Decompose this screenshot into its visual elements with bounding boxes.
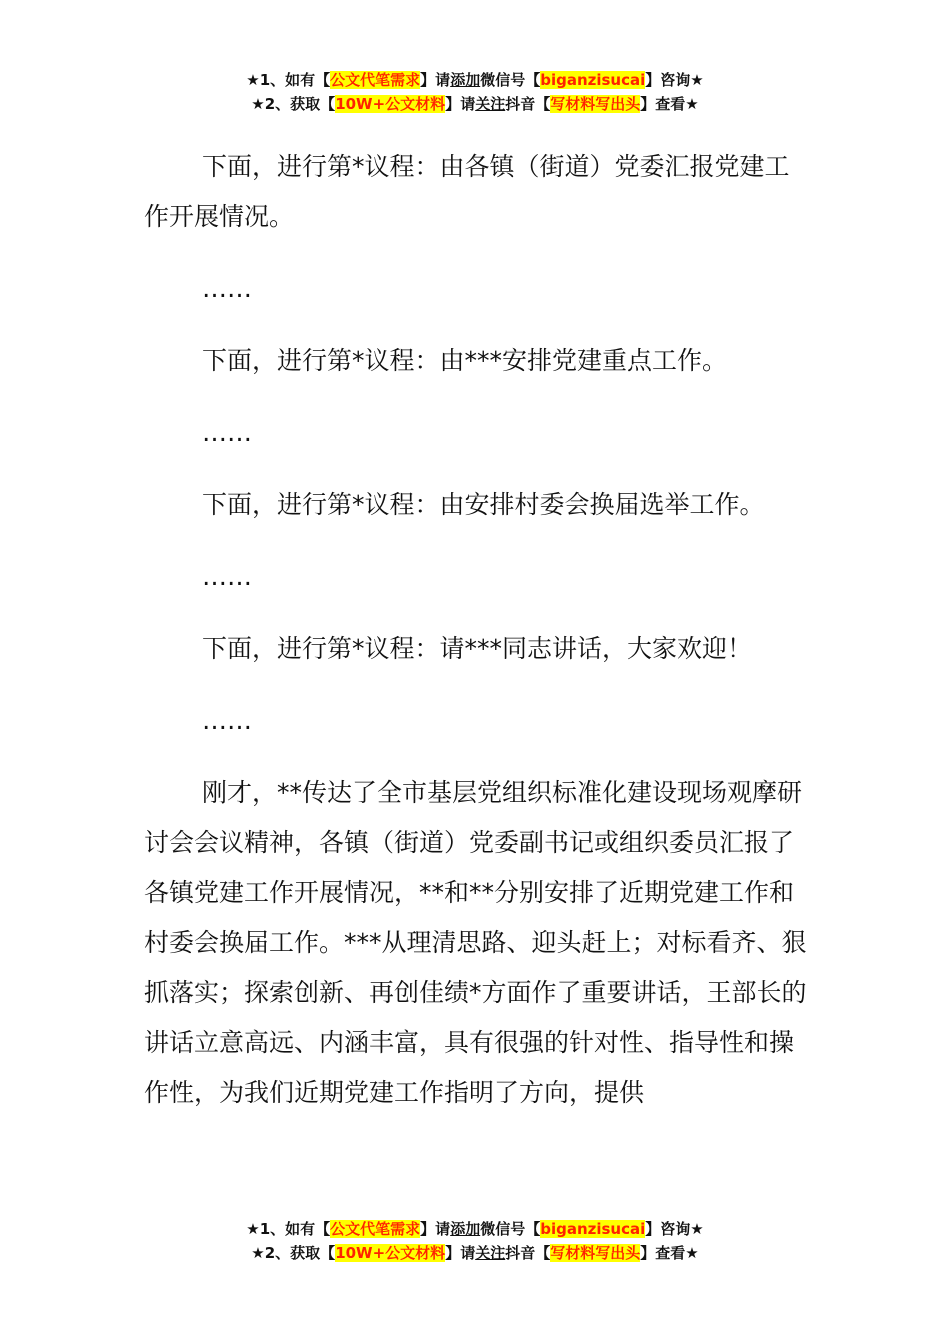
banner-text: 】查看★ — [640, 95, 699, 113]
banner-text: 】查看★ — [640, 1244, 699, 1262]
banner-text: 微信号【 — [480, 1220, 541, 1238]
banner-line-1 — [0, 68, 950, 92]
banner-text: 】请 — [420, 1220, 451, 1238]
banner-text: 抖音【 — [505, 1244, 551, 1262]
banner-line-2 — [0, 1241, 950, 1265]
ellipsis: …… — [202, 274, 252, 303]
banner-text: 微信号【 — [480, 71, 541, 89]
ellipsis: …… — [202, 418, 252, 447]
paragraph-agenda-4: 下面，进行第*议程：请***同志讲话，大家欢迎！ — [202, 634, 753, 663]
paragraph-agenda-2: 下面，进行第*议程：由***安排党建重点工作。 — [202, 346, 728, 375]
banner-highlight: biganzisucai — [540, 71, 646, 89]
banner-text: 】咨询★ — [645, 1220, 704, 1238]
banner-highlight: biganzisucai — [540, 1220, 646, 1238]
paragraph-agenda-3: 下面，进行第*议程：由安排村委会换届选举工作。 — [202, 490, 765, 519]
banner-underline: 添加 — [450, 71, 481, 89]
banner-underline: 关注 — [475, 95, 506, 113]
banner-text: 抖音【 — [505, 95, 551, 113]
banner-line-2 — [0, 92, 950, 116]
banner-text: ★2、获取【 — [251, 1244, 336, 1262]
banner-text: 】请 — [420, 71, 451, 89]
banner-highlight: 公文代笔需求 — [330, 1220, 421, 1238]
banner-text: ★1、如有【 — [246, 1220, 331, 1238]
header-banner — [0, 68, 950, 116]
footer-banner — [0, 1217, 950, 1265]
paragraph-summary: 刚才，**传达了全市基层党组织标准化建设现场观摩研讨会会议精神，各镇（街道）党委副书记或组织委员汇报了各镇党建工作开展情况，**和**分别安排了近期党建工作和村委会换届工作。***从理清思路、迎头赶上；对标看齐、狠抓落实；探索创新、再创佳绩*方面作了重要讲话，王部长的讲话立意高远、内涵丰富，具有很强的针对性、指导性和操作性，为我们近期党建工作指明了方向，提供 — [144, 778, 807, 1107]
banner-text: 】请 — [445, 95, 476, 113]
banner-highlight: 10W+公文材料 — [335, 1244, 446, 1262]
banner-underline: 关注 — [475, 1244, 506, 1262]
banner-highlight: 写材料写出头 — [550, 95, 641, 113]
ellipsis: …… — [202, 706, 252, 735]
banner-highlight: 写材料写出头 — [550, 1244, 641, 1262]
banner-text: 】请 — [445, 1244, 476, 1262]
banner-underline: 添加 — [450, 1220, 481, 1238]
banner-highlight: 10W+公文材料 — [335, 95, 446, 113]
banner-text: ★1、如有【 — [246, 71, 331, 89]
banner-text: 】咨询★ — [645, 71, 704, 89]
document-body — [144, 142, 814, 1118]
banner-highlight: 公文代笔需求 — [330, 71, 421, 89]
banner-line-1 — [0, 1217, 950, 1241]
paragraph-agenda-1: 下面，进行第*议程：由各镇（街道）党委汇报党建工作开展情况。 — [144, 152, 790, 231]
ellipsis: …… — [202, 562, 252, 591]
banner-text: ★2、获取【 — [251, 95, 336, 113]
